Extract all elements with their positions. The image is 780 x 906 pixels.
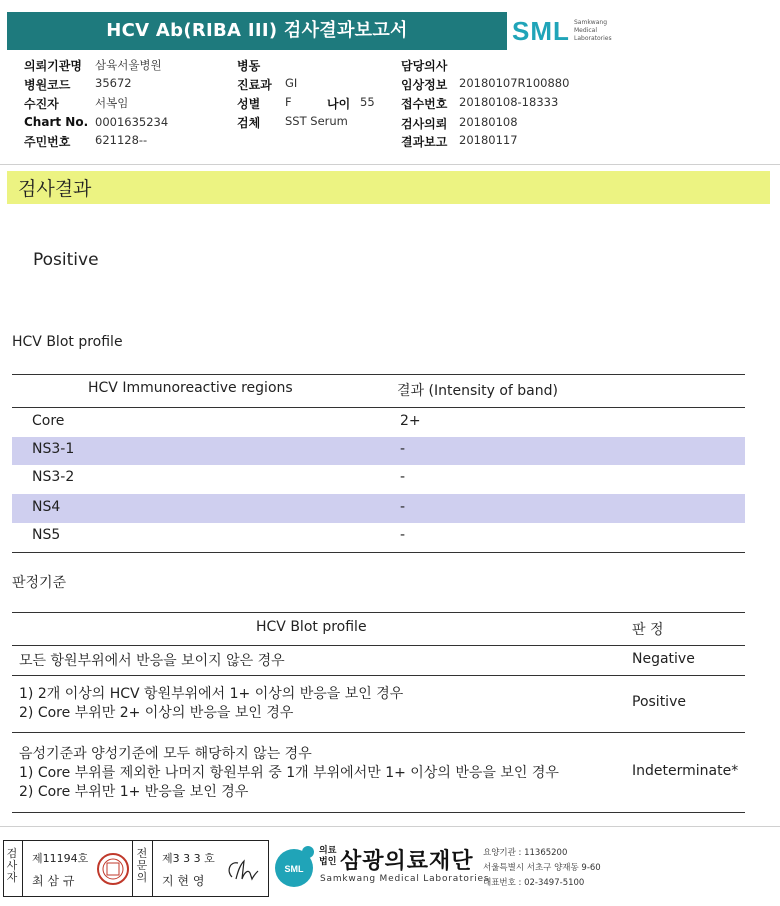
signature-divider [132,841,133,896]
specialist-license: 제3 3 3 호 [162,852,215,865]
sex-label: 성별 [237,97,261,111]
criteria-line: 모든 항원부위에서 반응을 보이지 않은 경우 [19,653,285,669]
chart-label: Chart No. [24,115,89,129]
svg-text:SML: SML [284,864,304,874]
dept-label: 진료과 [237,78,272,92]
criteria-col-verdict: 판 정 [632,622,664,638]
result-value: Positive [33,250,99,270]
blot-row-value: - [400,469,406,485]
examiner-seal [96,851,130,887]
row-shade [12,494,745,523]
foundation-name: 삼광의료재단 [340,849,474,874]
criteria-heading: 판정기준 [12,575,67,591]
code-label: 병원코드 [24,78,71,92]
table-rule [12,612,745,613]
blot-row-region: NS3-1 [32,441,75,457]
criteria-verdict: Negative [632,651,695,667]
criteria-verdict: Indeterminate* [632,763,739,779]
table-rule [12,374,745,375]
dept-value: GI [285,76,298,90]
code-value: 35672 [95,76,132,90]
blot-col-regions: HCV Immunoreactive regions [88,380,293,396]
table-rule [12,407,745,408]
foundation-prefix: 의료 법인 [319,846,337,867]
blot-row-region: NS4 [32,499,61,515]
hospital-label: 의뢰기관명 [24,59,82,73]
age-value: 55 [360,95,375,109]
row-shade [12,437,745,465]
table-rule [12,675,745,676]
criteria-verdict: Positive [632,694,686,710]
blot-col-result: 결과 (Intensity of band) [397,383,558,399]
signature-divider [152,841,153,896]
examiner-name: 최 삼 규 [32,874,75,888]
ward-label: 병동 [237,59,261,73]
specialist-name: 지 현 영 [162,874,205,888]
blot-row-region: Core [32,413,65,429]
receipt-label: 접수번호 [401,97,448,111]
table-rule [12,645,745,646]
examiner-label: 검사자 [6,847,18,884]
id-value: 621128-- [95,133,148,147]
signature-divider [22,841,23,896]
blot-row-value: 2+ [400,413,421,429]
institution-code: 요양기관 : 11365200 [483,848,568,858]
table-rule [12,812,745,813]
examiner-license: 제11194호 [32,852,89,865]
sex-value: F [285,95,292,109]
blot-row-value: - [400,527,406,543]
sml-logo [512,16,632,48]
name-label: 수진자 [24,97,59,111]
section-title: 검사결과 [18,178,92,200]
report-date-value: 20180117 [459,133,518,147]
foundation-logo-icon [272,842,320,892]
criteria-line: 1) 2개 이상의 HCV 항원부위에서 1+ 이상의 반응을 보인 경우 [19,686,404,702]
specimen-value: SST Serum [285,114,348,128]
report-title: HCV Ab(RIBA III) 검사결과보고서 [7,12,507,50]
header-divider [0,164,780,165]
id-label: 주민번호 [24,135,71,149]
specimen-label: 검체 [237,116,261,130]
specialist-signature [222,851,262,887]
signature-box [3,840,269,897]
specialist-label: 전문의 [136,847,148,884]
blot-heading: HCV Blot profile [12,334,123,350]
blot-row-region: NS5 [32,527,61,543]
request-label: 검사의뢰 [401,117,448,131]
age-label: 나이 [327,97,351,111]
sml-logo-subtitle: Samkwang Medical Laboratories [574,19,612,42]
table-rule [12,552,745,553]
request-value: 20180108 [459,115,518,129]
blot-row-value: - [400,441,406,457]
receipt-value: 20180108-18333 [459,95,559,109]
sml-logo-text: SML [512,16,570,46]
hospital-value: 삼육서울병원 [95,58,162,72]
table-rule [12,732,745,733]
criteria-line: 2) Core 부위만 2+ 이상의 반응을 보인 경우 [19,705,294,721]
blot-row-value: - [400,499,406,515]
criteria-line: 2) Core 부위만 1+ 반응을 보인 경우 [19,784,249,800]
criteria-line: 1) Core 부위를 제외한 나머지 항원부위 중 1개 부위에서만 1+ 이상의 반응을 보인 경우 [19,765,559,781]
address: 서울특별시 서초구 양재동 9-60 [483,863,601,873]
section-bar [7,171,770,204]
blot-row-region: NS3-2 [32,469,75,485]
clinical-value: 20180107R100880 [459,76,570,90]
doctor-label: 담당의사 [401,59,448,73]
criteria-line: 음성기준과 양성기준에 모두 해당하지 않는 경우 [19,746,312,762]
foundation-english: Samkwang Medical Laboratories [320,874,490,884]
clinical-label: 임상정보 [401,78,448,92]
footer-divider [0,826,780,827]
criteria-col-profile: HCV Blot profile [256,619,367,635]
phone: 대표번호 : 02-3497-5100 [483,878,585,888]
chart-value: 0001635234 [95,115,169,129]
report-date-label: 결과보고 [401,135,448,149]
name-value: 서복임 [95,96,129,110]
